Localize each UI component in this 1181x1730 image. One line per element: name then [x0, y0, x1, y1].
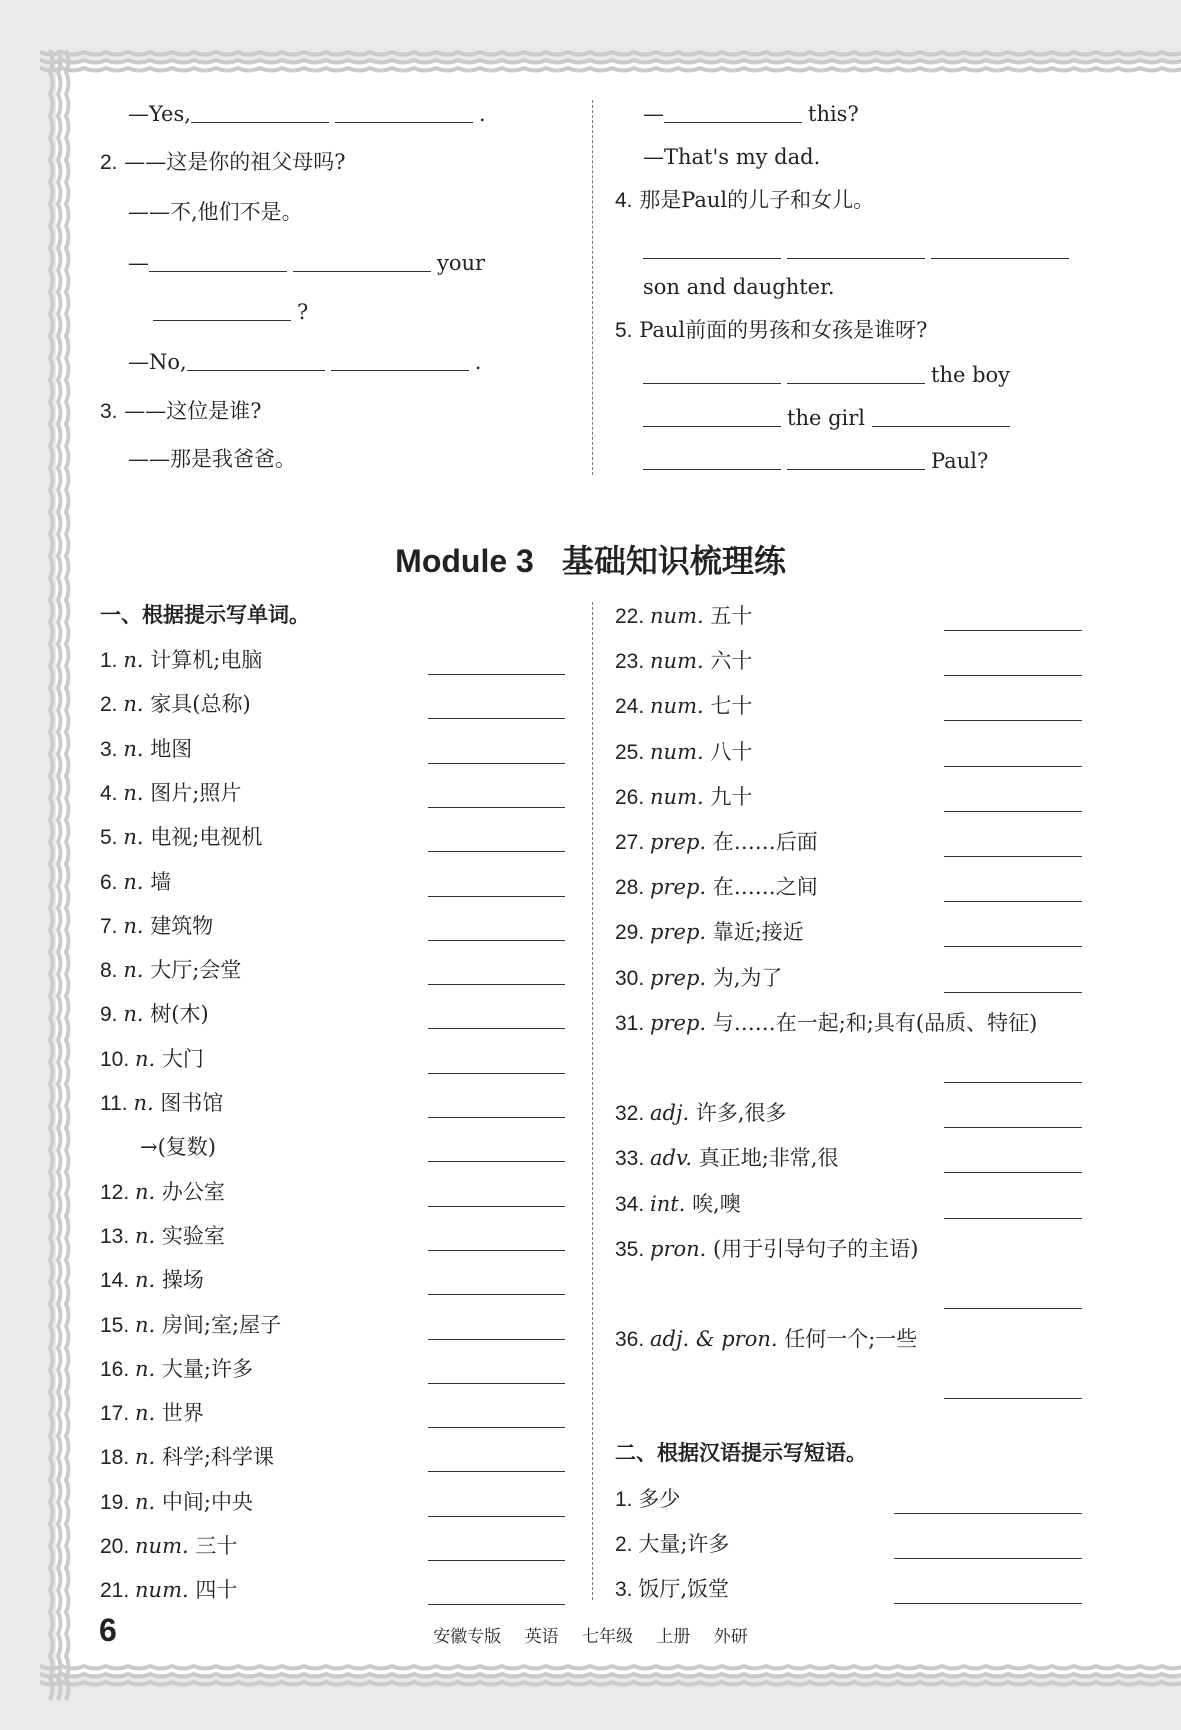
- item-meaning: 在……之间: [712, 875, 818, 900]
- list-item: [615, 781, 752, 813]
- answer-blank[interactable]: [428, 1182, 565, 1207]
- text: Paul?: [931, 449, 989, 473]
- page-number: 6: [99, 1612, 117, 1648]
- answer-blank[interactable]: [428, 1580, 565, 1605]
- blank[interactable]: [191, 98, 329, 123]
- blank[interactable]: [664, 98, 802, 123]
- text: —: [128, 251, 149, 275]
- item-meaning: 许多,很多: [695, 1101, 787, 1126]
- list-item: [100, 688, 251, 720]
- blank[interactable]: [331, 346, 469, 371]
- part-of-speech: num.: [650, 694, 711, 719]
- reply: [643, 141, 820, 173]
- text: —That's my dad.: [643, 145, 821, 169]
- item-number: 18.: [100, 1446, 136, 1470]
- list-item: [615, 871, 818, 903]
- text: your: [437, 251, 486, 275]
- list-item: [100, 1220, 225, 1252]
- text: this?: [808, 102, 859, 126]
- column-divider: [592, 602, 593, 1600]
- answer-blank[interactable]: [428, 1137, 565, 1162]
- answer-line: [153, 296, 308, 328]
- item-meaning: 世界: [161, 1401, 204, 1426]
- part-of-speech: num.: [650, 649, 711, 674]
- item-number: 1.: [615, 1488, 639, 1511]
- item-number: 10.: [100, 1047, 136, 1071]
- text: —Yes,: [128, 102, 191, 126]
- list-item: [100, 1309, 281, 1341]
- part-of-speech: num.: [135, 1578, 196, 1603]
- blank[interactable]: [643, 445, 781, 470]
- part-of-speech: num.: [135, 1534, 196, 1558]
- answer-line: [128, 247, 485, 279]
- part-of-speech: n.: [135, 1445, 162, 1470]
- answer-blank[interactable]: [428, 1492, 565, 1517]
- answer-line: [128, 98, 486, 130]
- part-of-speech: n.: [135, 1356, 162, 1381]
- item-number: 5.: [100, 826, 124, 850]
- item-meaning: 大量;许多: [638, 1532, 730, 1557]
- part-of-speech: n.: [135, 1223, 162, 1248]
- item-number: 7.: [100, 914, 124, 938]
- part-of-speech: n.: [123, 825, 151, 850]
- answer-blank[interactable]: [428, 872, 565, 897]
- list-item: [100, 1087, 223, 1119]
- item-meaning: 为,为了: [712, 965, 783, 990]
- item-meaning: 建筑物: [150, 913, 214, 938]
- item-number: 16.: [100, 1357, 136, 1381]
- list-item: [100, 1486, 253, 1518]
- item-number: 17.: [100, 1402, 136, 1426]
- answer-blank[interactable]: [944, 922, 1082, 947]
- part-of-speech: n.: [123, 648, 151, 672]
- item-meaning: 地图: [150, 736, 193, 761]
- list-item: [615, 826, 818, 858]
- item-number: 26.: [615, 785, 651, 809]
- part-of-speech: adj. & pron.: [650, 1327, 785, 1352]
- item-meaning: 实验室: [161, 1223, 225, 1248]
- title-text: 基础知识梳理练: [561, 543, 786, 579]
- item-number: 29.: [615, 921, 651, 945]
- list-item: [615, 962, 782, 994]
- list-item: [100, 998, 209, 1030]
- part-of-speech: n.: [123, 1002, 151, 1027]
- list-item: [100, 644, 262, 676]
- item-number: 8.: [100, 959, 124, 983]
- question-3: [100, 395, 261, 427]
- question-text: 那是Paul的儿子和女儿。: [639, 188, 875, 212]
- part-of-speech: n.: [135, 1312, 162, 1337]
- part-of-speech: n.: [123, 869, 151, 894]
- item-number: 31.: [615, 1011, 651, 1035]
- answer-blank[interactable]: [428, 1004, 565, 1029]
- answer-blank[interactable]: [944, 1194, 1082, 1219]
- item-meaning: 与……在一起;和;具有(品质、特征): [712, 1010, 1038, 1035]
- blank[interactable]: [643, 402, 781, 427]
- item-meaning: 办公室: [161, 1179, 225, 1204]
- list-item: [100, 1043, 204, 1075]
- item-meaning: 墙: [150, 869, 172, 894]
- item-meaning: 九十: [710, 784, 753, 809]
- answer-blank[interactable]: [428, 783, 565, 808]
- item-number: 34.: [615, 1192, 651, 1216]
- answer-blank[interactable]: [944, 787, 1082, 812]
- blank[interactable]: [931, 234, 1069, 259]
- item-meaning: 图片;照片: [150, 780, 242, 805]
- part-of-speech: int.: [650, 1191, 693, 1216]
- question-5: [615, 314, 927, 346]
- item-meaning: (用于引导句子的主语): [713, 1236, 919, 1261]
- part-of-speech: pron.: [650, 1236, 714, 1261]
- item-number: 3.: [100, 737, 124, 761]
- item-meaning: 科学;科学课: [161, 1445, 274, 1470]
- part-of-speech: n.: [135, 1046, 162, 1071]
- list-item: [100, 954, 241, 986]
- part-of-speech: adj.: [650, 1101, 696, 1126]
- answer-blank[interactable]: [428, 827, 565, 852]
- question-4: [615, 184, 874, 216]
- part-of-speech: n.: [123, 736, 151, 761]
- answer-blank[interactable]: [944, 968, 1082, 993]
- question-number: 4.: [615, 189, 633, 212]
- item-meaning: 操场: [161, 1268, 204, 1293]
- answer-blank[interactable]: [944, 696, 1082, 721]
- item-number: 30.: [615, 966, 651, 990]
- part-of-speech: n.: [123, 780, 151, 805]
- list-item: [615, 1007, 1037, 1039]
- blank[interactable]: [187, 346, 325, 371]
- part-of-speech: n.: [123, 913, 151, 938]
- part-of-speech: adv.: [650, 1146, 699, 1171]
- item-number: 12.: [100, 1180, 136, 1204]
- item-meaning: 六十: [710, 649, 753, 674]
- part-of-speech: num.: [650, 784, 711, 809]
- footer-text: 安徽专版 英语 七年级 上册 外研: [433, 1627, 748, 1647]
- list-item: [615, 1142, 838, 1174]
- list-item: [615, 1323, 917, 1355]
- part-of-speech: n.: [135, 1179, 162, 1204]
- text: .: [478, 102, 486, 126]
- question-number: 5.: [615, 319, 633, 342]
- item-number: 21.: [100, 1579, 136, 1603]
- item-meaning: 三十: [195, 1534, 238, 1558]
- item-meaning: 中间;中央: [161, 1489, 253, 1514]
- blank[interactable]: [787, 234, 925, 259]
- part-of-speech: prep.: [650, 920, 713, 945]
- answer-line: [643, 445, 988, 477]
- answer-line: [643, 402, 1016, 434]
- answer-blank[interactable]: [428, 916, 565, 941]
- question-number: 3.: [100, 400, 118, 423]
- part-of-speech: n.: [135, 1489, 162, 1514]
- list-item: [615, 690, 752, 722]
- list-item: [615, 1233, 918, 1265]
- blank[interactable]: [153, 296, 291, 321]
- answer-blank[interactable]: [428, 694, 565, 719]
- list-item: [615, 1188, 741, 1220]
- text: ——不,他们不是。: [128, 200, 303, 224]
- part-of-speech: num.: [650, 739, 711, 764]
- answer-blank[interactable]: [428, 1359, 565, 1384]
- item-meaning: 五十: [710, 604, 753, 628]
- text: .: [474, 350, 482, 374]
- answer-blank[interactable]: [944, 742, 1082, 767]
- answer-blank[interactable]: [428, 1536, 565, 1561]
- list-item: [100, 1397, 204, 1429]
- item-number: 27.: [615, 831, 651, 854]
- list-item: [100, 1353, 253, 1385]
- blank[interactable]: [643, 234, 781, 259]
- item-meaning: 树(木): [150, 1002, 209, 1027]
- item-number: 25.: [615, 740, 651, 764]
- answer-blank[interactable]: [428, 1447, 565, 1472]
- item-meaning: 多少: [638, 1487, 681, 1511]
- list-item: [100, 1530, 237, 1562]
- list-item: [100, 821, 262, 853]
- item-meaning: 大厅;会堂: [150, 958, 242, 983]
- reply: [128, 443, 296, 475]
- item-number: 15.: [100, 1313, 136, 1337]
- part-of-speech: n.: [135, 1268, 162, 1293]
- list-item: [615, 1097, 787, 1129]
- item-meaning: 饭厅,饭堂: [638, 1577, 730, 1602]
- list-item: [615, 916, 804, 948]
- item-meaning: 唉,噢: [692, 1191, 741, 1216]
- text: ?: [297, 300, 309, 324]
- item-meaning: 家具(总称): [150, 692, 251, 717]
- section-2-heading: 二、根据汉语提示写短语。: [615, 1442, 867, 1465]
- item-number: 2.: [615, 1533, 639, 1557]
- text: —: [643, 102, 664, 126]
- answer-blank[interactable]: [428, 1270, 565, 1295]
- part-of-speech: prep.: [650, 965, 713, 990]
- item-meaning: 任何一个;一些: [784, 1327, 918, 1352]
- item-number: 33.: [615, 1147, 651, 1171]
- answer-line: [643, 98, 859, 130]
- item-number: 35.: [615, 1237, 651, 1261]
- list-item: [100, 1441, 274, 1473]
- part-of-speech: n.: [123, 958, 151, 983]
- part-of-speech: prep.: [650, 875, 713, 900]
- item-meaning: 真正地;非常,很: [698, 1146, 839, 1171]
- answer-blank[interactable]: [944, 1103, 1082, 1128]
- item-meaning: 在……后面: [712, 830, 818, 854]
- text: son and daughter.: [643, 275, 835, 299]
- text: ——那是我爸爸。: [128, 447, 296, 471]
- list-item: [100, 1176, 225, 1208]
- blank[interactable]: [643, 359, 781, 384]
- answer-blank[interactable]: [428, 1093, 565, 1118]
- blank[interactable]: [149, 247, 287, 272]
- question-text: ——这位是谁?: [124, 399, 262, 423]
- blank[interactable]: [335, 98, 473, 123]
- item-number: 23.: [615, 650, 651, 674]
- item-number: 13.: [100, 1224, 136, 1248]
- item-meaning: →(复数): [140, 1135, 216, 1160]
- module-label: Module 3: [395, 543, 534, 579]
- list-item: [100, 866, 171, 898]
- item-meaning: 四十: [195, 1578, 238, 1603]
- answer-blank[interactable]: [944, 651, 1082, 676]
- answer-blank[interactable]: [428, 1403, 565, 1428]
- answer-blank[interactable]: [428, 1315, 565, 1340]
- answer-blank[interactable]: [428, 650, 565, 675]
- item-number: 36.: [615, 1328, 651, 1352]
- part-of-speech: n.: [123, 692, 151, 717]
- list-item: [615, 1483, 680, 1515]
- list-item: [615, 736, 752, 768]
- item-number: 9.: [100, 1003, 124, 1027]
- item-meaning: 电视;电视机: [150, 825, 263, 850]
- list-item: [100, 1574, 237, 1606]
- item-number: 2.: [100, 693, 124, 717]
- item-meaning: 八十: [710, 739, 753, 764]
- answer-blank[interactable]: [894, 1534, 1082, 1559]
- list-item: [140, 1131, 216, 1163]
- item-number: 20.: [100, 1535, 136, 1558]
- blank[interactable]: [787, 359, 925, 384]
- blank[interactable]: [872, 402, 1010, 427]
- item-meaning: 靠近;接近: [712, 920, 804, 945]
- item-number: 19.: [100, 1490, 136, 1514]
- item-number: 11.: [100, 1092, 134, 1115]
- reply: [128, 196, 303, 228]
- item-meaning: 七十: [710, 694, 753, 719]
- list-item: [100, 733, 192, 765]
- item-number: 32.: [615, 1102, 651, 1126]
- part-of-speech: num.: [650, 604, 711, 628]
- question-2: [100, 146, 345, 178]
- answer-blank[interactable]: [944, 1284, 1082, 1309]
- answer-blank[interactable]: [944, 1148, 1082, 1173]
- column-divider: [592, 100, 593, 475]
- answer-blank[interactable]: [944, 1374, 1082, 1399]
- blank[interactable]: [787, 445, 925, 470]
- answer-blank[interactable]: [428, 1049, 565, 1074]
- answer-line: [643, 234, 1075, 266]
- question-text: ——这是你的祖父母吗?: [124, 150, 346, 174]
- item-number: 28.: [615, 876, 651, 900]
- item-number: 22.: [615, 605, 651, 628]
- part-of-speech: n.: [133, 1091, 161, 1115]
- list-item: [100, 1264, 204, 1296]
- answer-line: [643, 359, 1010, 391]
- page-title: [0, 536, 1181, 582]
- text: the boy: [931, 363, 1011, 387]
- answer-blank[interactable]: [944, 877, 1082, 902]
- list-item: [615, 645, 752, 677]
- section-1-heading: 一、根据提示写单词。: [100, 604, 310, 627]
- part-of-speech: prep.: [650, 1010, 713, 1035]
- answer-blank[interactable]: [428, 739, 565, 764]
- item-number: 3.: [615, 1578, 639, 1602]
- item-number: 24.: [615, 695, 651, 719]
- item-meaning: 大量;许多: [161, 1356, 253, 1381]
- question-number: 2.: [100, 151, 118, 174]
- list-item: [615, 600, 752, 632]
- item-meaning: 房间;室;屋子: [161, 1312, 282, 1337]
- answer-blank[interactable]: [894, 1579, 1082, 1604]
- question-text: Paul前面的男孩和女孩是谁呀?: [639, 318, 928, 342]
- blank[interactable]: [293, 247, 431, 272]
- list-item: [100, 910, 213, 942]
- item-meaning: 计算机;电脑: [150, 648, 263, 672]
- list-item: [615, 1528, 729, 1560]
- answer-blank[interactable]: [894, 1489, 1082, 1514]
- list-item: [100, 777, 241, 809]
- item-number: 6.: [100, 870, 124, 894]
- item-number: 4.: [100, 781, 124, 805]
- list-item: [615, 1573, 729, 1605]
- part-of-speech: n.: [135, 1401, 162, 1426]
- item-meaning: 图书馆: [160, 1091, 224, 1115]
- answer-blank[interactable]: [944, 1058, 1082, 1083]
- item-number: 14.: [100, 1269, 136, 1293]
- answer-blank[interactable]: [944, 832, 1082, 857]
- answer-line: [128, 346, 481, 378]
- item-meaning: 大门: [161, 1046, 204, 1071]
- answer-line: [643, 271, 835, 303]
- text: —No,: [128, 350, 187, 374]
- item-number: 1.: [100, 649, 124, 672]
- answer-blank[interactable]: [428, 1226, 565, 1251]
- answer-blank[interactable]: [944, 606, 1082, 631]
- text: the girl: [787, 406, 865, 430]
- answer-blank[interactable]: [428, 960, 565, 985]
- part-of-speech: prep.: [650, 830, 713, 854]
